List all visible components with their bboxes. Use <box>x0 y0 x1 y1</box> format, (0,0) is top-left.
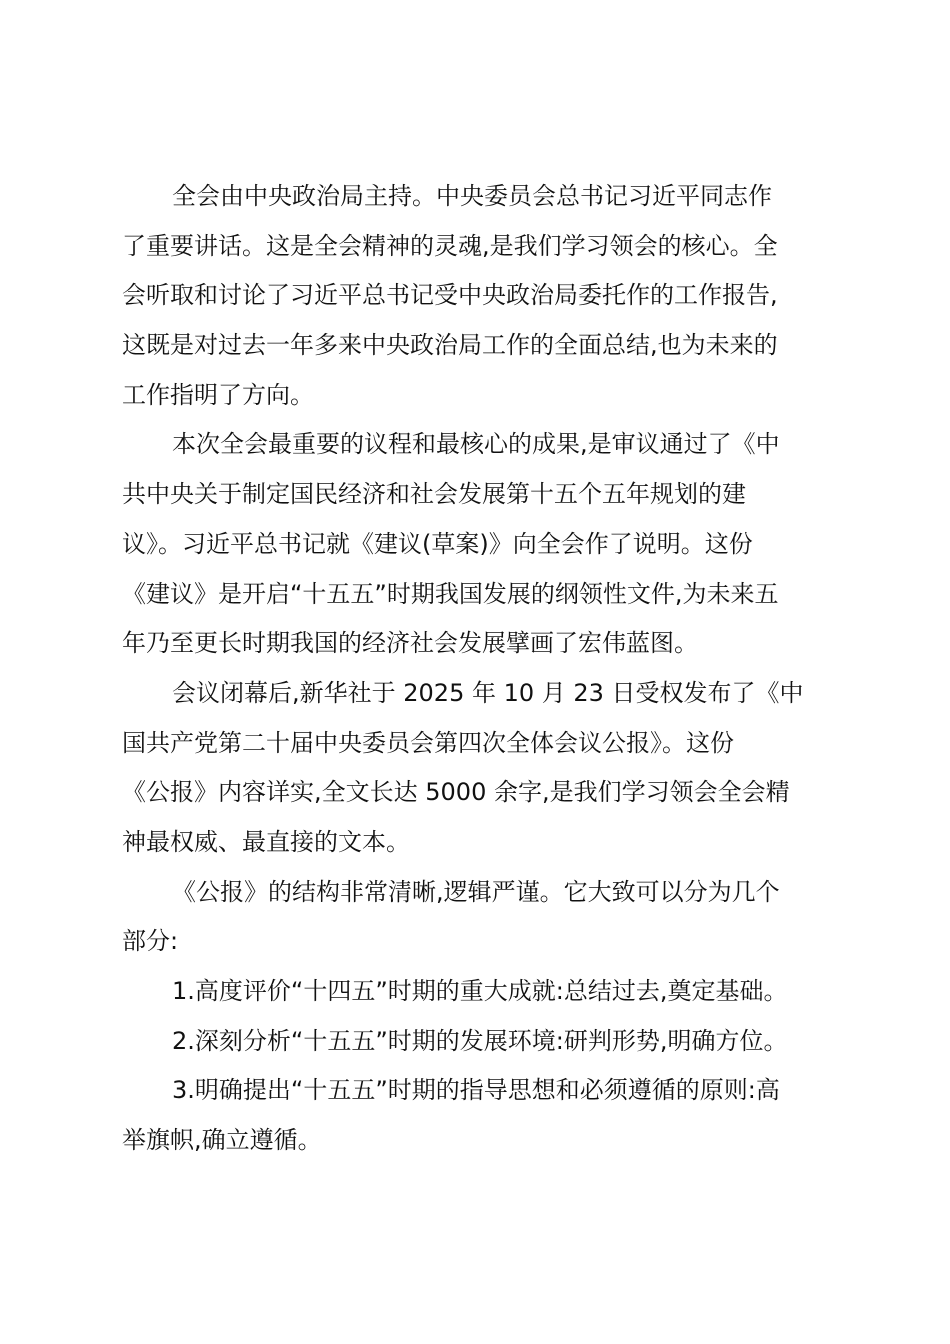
paragraph <box>122 172 834 420</box>
text-line: 神最权威、最直接的文本。 <box>122 827 410 856</box>
text-line: 本次全会最重要的议程和最核心的成果,是审议通过了《中 <box>172 430 780 459</box>
text-line: 会听取和讨论了习近平总书记受中央政治局委托作的工作报告, <box>122 281 778 310</box>
document-body <box>122 172 834 1166</box>
text-line: 《建议》是开启“十五五”时期我国发展的纲领性文件,为未来五 <box>122 579 779 608</box>
text-line: 举旗帜,确立遵循。 <box>122 1126 322 1155</box>
text-line: 会议闭幕后,新华社于 2025 年 10 月 23 日受权发布了《中 <box>172 678 804 707</box>
text-line: 全会由中央政治局主持。中央委员会总书记习近平同志作 <box>172 182 772 210</box>
text-line: 了重要讲话。这是全会精神的灵魂,是我们学习领会的核心。全 <box>122 231 778 260</box>
text-line: 部分: <box>122 927 179 956</box>
text-line: 2.深刻分析“十五五”时期的发展环境:研判形势,明确方位。 <box>172 1026 788 1055</box>
paragraph <box>122 420 834 668</box>
paragraph <box>122 669 834 868</box>
text-line: 工作指明了方向。 <box>122 380 314 409</box>
text-line: 1.高度评价“十四五”时期的重大成就:总结过去,奠定基础。 <box>172 977 788 1005</box>
text-line: 年乃至更长时期我国的经济社会发展擘画了宏伟蓝图。 <box>122 629 698 658</box>
text-line: 3.明确提出“十五五”时期的指导思想和必须遵循的原则:高 <box>172 1076 780 1105</box>
paragraph <box>122 1017 834 1067</box>
text-line: 议》。习近平总书记就《建议(草案)》向全会作了说明。这份 <box>122 529 753 558</box>
text-line: 国共产党第二十届中央委员会第四次全体会议公报》。这份 <box>122 728 734 757</box>
text-line: 这既是对过去一年多来中央政治局工作的全面总结,也为未来的 <box>122 331 778 360</box>
text-line: 《公报》的结构非常清晰,逻辑严谨。它大致可以分为几个 <box>172 877 780 906</box>
text-line: 《公报》内容详实,全文长达 5000 余字,是我们学习领会全会精 <box>122 778 790 807</box>
text-line: 共中央关于制定国民经济和社会发展第十五个五年规划的建 <box>122 480 746 509</box>
paragraph <box>122 967 834 1017</box>
paragraph <box>122 868 834 967</box>
paragraph <box>122 1066 834 1165</box>
